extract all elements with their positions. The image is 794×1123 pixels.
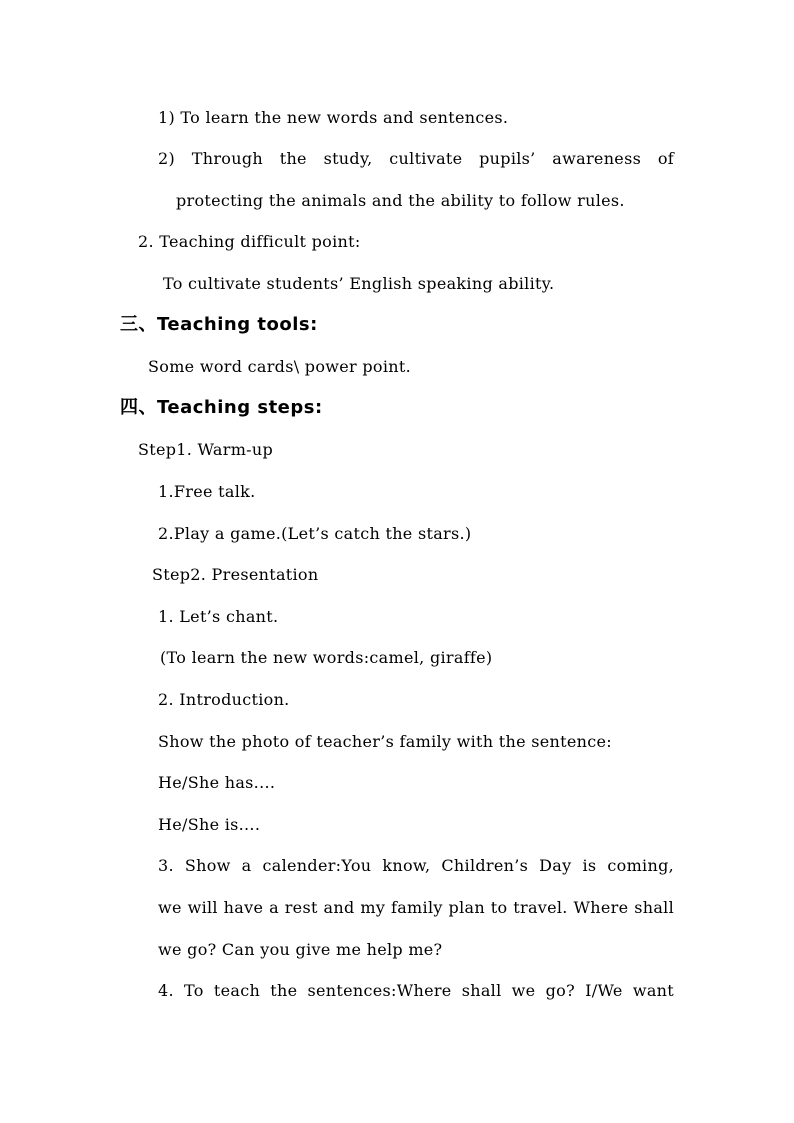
step2-item-2-text: Show the photo of teacher’s family with the sentence: xyxy=(158,732,612,751)
step2-item-3-line-3: we go? Can you give me help me? xyxy=(158,940,443,959)
step1-item-2: 2.Play a game.(Let’s catch the stars.) xyxy=(158,524,472,543)
step2-item-2-sentence-2: He/She is.... xyxy=(158,815,261,834)
objective-item-1: 1) To learn the new words and sentences. xyxy=(158,108,509,127)
step1-item-1: 1.Free talk. xyxy=(158,482,256,501)
objective-item-2-line-2: protecting the animals and the ability to follow rules. xyxy=(176,191,625,210)
step2-item-4-line-1: 4. To teach the sentences:Where shall we go? I/We want xyxy=(158,981,674,1000)
step2-item-2-sentence-1: He/She has.... xyxy=(158,773,276,792)
step2-item-3-line-1: 3. Show a calender:You know, Children’s Day is coming, xyxy=(158,856,674,875)
step2-title: Step2. Presentation xyxy=(152,565,319,584)
step2-item-1-note: (To learn the new words:camel, giraffe) xyxy=(160,648,493,667)
tools-text: Some word cards\ power point. xyxy=(148,357,411,376)
step2-item-3-line-2: we will have a rest and my family plan to travel. Where shall xyxy=(158,898,674,917)
step2-item-2: 2. Introduction. xyxy=(158,690,290,709)
objective-item-2-line-1: 2) Through the study, cultivate pupils’ awareness of xyxy=(158,149,674,168)
difficult-point-text: To cultivate students’ English speaking ability. xyxy=(163,274,555,293)
steps-heading: 四、Teaching steps: xyxy=(120,397,323,418)
difficult-point-heading: 2. Teaching difficult point: xyxy=(138,232,361,251)
tools-heading: 三、Teaching tools: xyxy=(120,314,318,335)
step2-item-1: 1. Let’s chant. xyxy=(158,607,279,626)
step1-title: Step1. Warm-up xyxy=(138,440,274,459)
